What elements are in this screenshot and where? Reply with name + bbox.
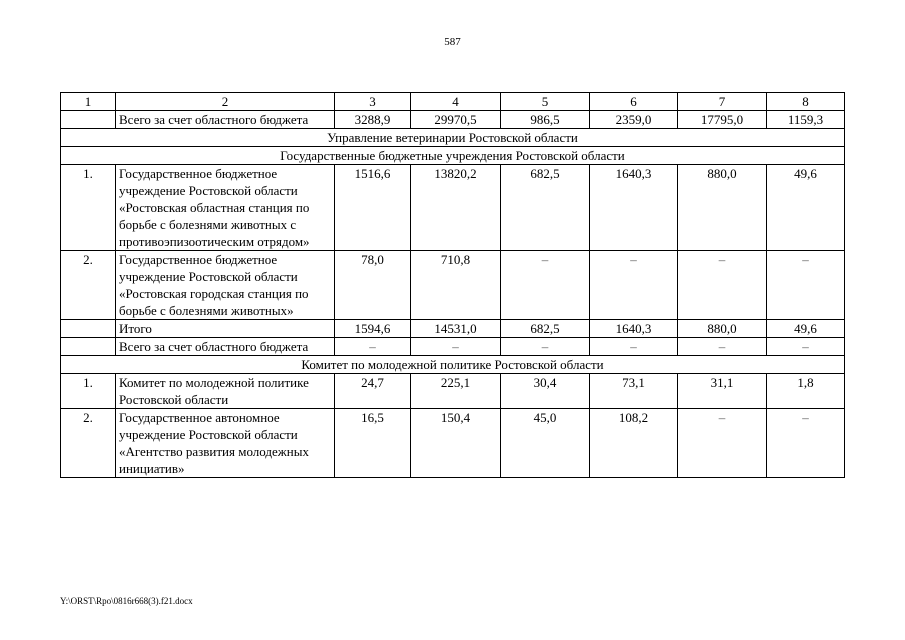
institution-name: Государственное бюджетное учреждение Ростовской области «Ростовская городская станция по борьбе с болезнями животных»: [116, 251, 335, 320]
value-cell: 1516,6: [335, 165, 411, 251]
header-cell: 7: [678, 93, 767, 111]
institution-name: Государственное автономное учреждение Ростовской области «Агентство развития молодежных инициатив»: [116, 409, 335, 478]
value-cell: 49,6: [767, 320, 845, 338]
value-cell: –: [590, 251, 678, 320]
table-row: [61, 320, 845, 338]
header-cell: 4: [411, 93, 501, 111]
value-cell: 24,7: [335, 374, 411, 409]
table-body: [61, 111, 845, 478]
row-number: [61, 320, 116, 338]
value-cell: 986,5: [501, 111, 590, 129]
value-cell: –: [767, 251, 845, 320]
value-cell: 3288,9: [335, 111, 411, 129]
row-number: [61, 338, 116, 356]
value-cell: 31,1: [678, 374, 767, 409]
institution-name: Государственное бюджетное учреждение Ростовской области «Ростовская областная станция по борьбе с болезнями животных с противоэпизоотическим отрядом»: [116, 165, 335, 251]
value-cell: 49,6: [767, 165, 845, 251]
value-cell: 78,0: [335, 251, 411, 320]
value-cell: 1159,3: [767, 111, 845, 129]
section-header-row: [61, 356, 845, 374]
value-cell: 682,5: [501, 165, 590, 251]
value-cell: –: [767, 409, 845, 478]
value-cell: –: [767, 338, 845, 356]
value-cell: 30,4: [501, 374, 590, 409]
value-cell: 682,5: [501, 320, 590, 338]
table-row: [61, 251, 845, 320]
value-cell: –: [678, 251, 767, 320]
section-header-row: [61, 147, 845, 165]
value-cell: 73,1: [590, 374, 678, 409]
value-cell: 29970,5: [411, 111, 501, 129]
table-row: [61, 338, 845, 356]
value-cell: 13820,2: [411, 165, 501, 251]
value-cell: 880,0: [678, 320, 767, 338]
row-number: 2.: [61, 409, 116, 478]
row-number: 1.: [61, 165, 116, 251]
table-row: [61, 409, 845, 478]
value-cell: 150,4: [411, 409, 501, 478]
institution-name: Итого: [116, 320, 335, 338]
value-cell: 17795,0: [678, 111, 767, 129]
header-cell: 6: [590, 93, 678, 111]
table-header-row: [61, 93, 845, 111]
value-cell: 45,0: [501, 409, 590, 478]
value-cell: –: [678, 338, 767, 356]
section-title: Управление ветеринарии Ростовской области: [61, 129, 845, 147]
file-path-footer: Y:\ORST\Rpo\0816r668(3).f21.docx: [60, 596, 193, 606]
value-cell: 1640,3: [590, 320, 678, 338]
header-cell: 2: [116, 93, 335, 111]
institution-name: Комитет по молодежной политике Ростовской области: [116, 374, 335, 409]
row-number: 1.: [61, 374, 116, 409]
institution-name: Всего за счет областного бюджета: [116, 338, 335, 356]
value-cell: 1,8: [767, 374, 845, 409]
value-cell: 16,5: [335, 409, 411, 478]
value-cell: –: [501, 251, 590, 320]
value-cell: 880,0: [678, 165, 767, 251]
header-cell: 5: [501, 93, 590, 111]
header-cell: 3: [335, 93, 411, 111]
value-cell: –: [335, 338, 411, 356]
value-cell: 1594,6: [335, 320, 411, 338]
value-cell: –: [678, 409, 767, 478]
row-number: [61, 111, 116, 129]
value-cell: 710,8: [411, 251, 501, 320]
value-cell: 225,1: [411, 374, 501, 409]
value-cell: 1640,3: [590, 165, 678, 251]
value-cell: 108,2: [590, 409, 678, 478]
section-header-row: [61, 129, 845, 147]
row-number: 2.: [61, 251, 116, 320]
table-row: [61, 165, 845, 251]
header-cell: 1: [61, 93, 116, 111]
table-row: [61, 111, 845, 129]
value-cell: –: [590, 338, 678, 356]
section-title: Комитет по молодежной политике Ростовской области: [61, 356, 845, 374]
table-row: [61, 374, 845, 409]
value-cell: –: [501, 338, 590, 356]
value-cell: 2359,0: [590, 111, 678, 129]
institution-name: Всего за счет областного бюджета: [116, 111, 335, 129]
value-cell: 14531,0: [411, 320, 501, 338]
section-title: Государственные бюджетные учреждения Ростовской области: [61, 147, 845, 165]
value-cell: –: [411, 338, 501, 356]
page-number: 587: [444, 36, 461, 48]
header-cell: 8: [767, 93, 845, 111]
budget-table: [60, 92, 845, 478]
